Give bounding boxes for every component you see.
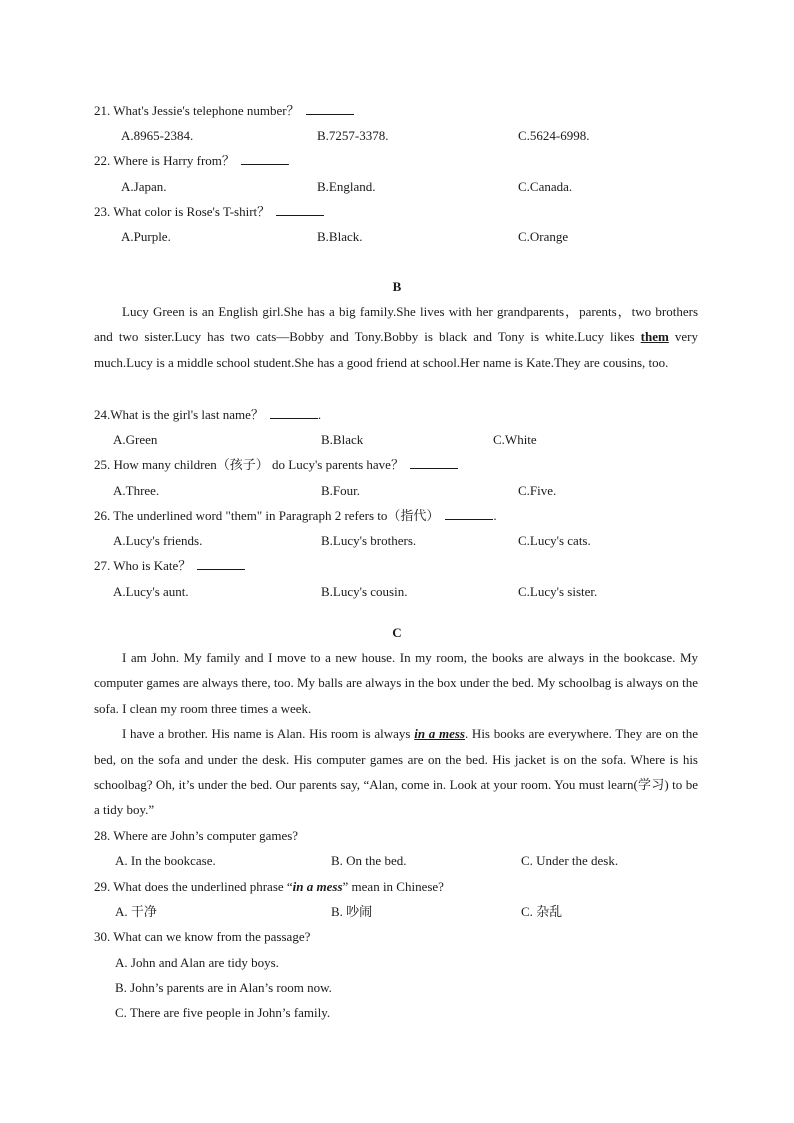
option-24-c: C.White — [493, 432, 537, 447]
option-28-a: A. In the bookcase. — [115, 853, 216, 868]
option-21-b: B.7257-3378. — [317, 128, 389, 143]
section-c-passage — [94, 645, 698, 823]
question-23: 23. What color is Rose's T-shirt？ — [94, 203, 324, 221]
underlined-word-them: them — [640, 329, 669, 345]
question-22: 22. Where is Harry from？ — [94, 152, 289, 170]
question-24: 24.What is the girl's last name？ . — [94, 407, 322, 422]
option-29-c: C. 杂乱 — [521, 904, 563, 919]
answer-blank — [197, 557, 245, 570]
section-b-heading: B — [392, 279, 402, 294]
option-28-c: C. Under the desk. — [521, 853, 619, 868]
section-b-passage: Lucy Green is an English girl.She has a big family.She lives with her grandparents，parents，two brothers and two sister.Lucy has two cats—Bobby and Tony.Bobby is black and Tony is white.Lucy likes them very much.Lucy is a middle school student.She has a good friend at school.Her name is Kate.They are cousins, too. — [94, 304, 698, 370]
option-23-b: B.Black. — [317, 229, 363, 244]
section-c-paragraph-2: I have a brother. His name is Alan. His room is always in a mess. His books are everywhere. They are on the bed, on the sofa and under the desk. His computer games are on the bed. His jacket is on the sofa. Where is his schoolbag? Oh, it’s under the bed. Our parents say, “Alan, come in. Look at your room. You must learn(学习) to be a tidy boy.” — [94, 726, 698, 818]
option-25-b: B.Four. — [321, 483, 361, 498]
question-30: 30. What can we know from the passage? — [94, 929, 311, 944]
answer-blank — [410, 456, 458, 469]
question-21: 21. What's Jessie's telephone number？ — [94, 102, 354, 120]
option-29-b: B. 吵闹 — [331, 904, 373, 919]
option-26-c: C.Lucy's cats. — [518, 533, 591, 548]
option-27-c: C.Lucy's sister. — [518, 584, 598, 599]
answer-blank — [306, 102, 354, 115]
option-26-b: B.Lucy's brothers. — [321, 533, 417, 548]
question-27: 27. Who is Kate？ — [94, 557, 245, 575]
option-23-a: A.Purple. — [121, 229, 171, 244]
answer-blank — [270, 406, 318, 419]
option-25-c: C.Five. — [518, 483, 557, 498]
section-c-paragraph-1: I am John. My family and I move to a new house. In my room, the books are always in the bookcase. My computer games are always there, too. My balls are always in the box under the bed. My schoolbag is always on the sofa. I clean my room three times a week. — [94, 650, 698, 716]
option-27-b: B.Lucy's cousin. — [321, 584, 408, 599]
question-28: 28. Where are John’s computer games? — [94, 828, 299, 843]
section-c-heading: C — [392, 625, 402, 640]
option-22-c: C.Canada. — [518, 179, 573, 194]
option-22-b: B.England. — [317, 179, 376, 194]
option-21-a: A.8965-2384. — [121, 128, 194, 143]
option-25-a: A.Three. — [113, 483, 160, 498]
option-24-b: B.Black — [321, 432, 364, 447]
option-30-c: C. There are five people in John’s family. — [115, 1005, 331, 1020]
option-22-a: A.Japan. — [121, 179, 167, 194]
option-30-b: B. John’s parents are in Alan’s room now. — [115, 980, 332, 995]
option-29-a: A. 干净 — [115, 904, 157, 919]
question-26: 26. The underlined word "them" in Paragraph 2 refers to（指代） . — [94, 508, 497, 523]
option-28-b: B. On the bed. — [331, 853, 407, 868]
option-21-c: C.5624-6998. — [518, 128, 590, 143]
option-27-a: A.Lucy's aunt. — [113, 584, 189, 599]
option-24-a: A.Green — [113, 432, 158, 447]
question-25: 25. How many children（孩子） do Lucy's parents have？ — [94, 456, 458, 474]
option-30-a: A. John and Alan are tidy boys. — [115, 955, 279, 970]
question-29: 29. What does the underlined phrase “in a mess” mean in Chinese? — [94, 879, 444, 894]
option-26-a: A.Lucy's friends. — [113, 533, 203, 548]
option-23-c: C.Orange — [518, 229, 569, 244]
answer-blank — [276, 203, 324, 216]
underlined-phrase-in-a-mess: in a mess — [414, 726, 465, 742]
answer-blank — [241, 152, 289, 165]
answer-blank — [445, 507, 493, 520]
